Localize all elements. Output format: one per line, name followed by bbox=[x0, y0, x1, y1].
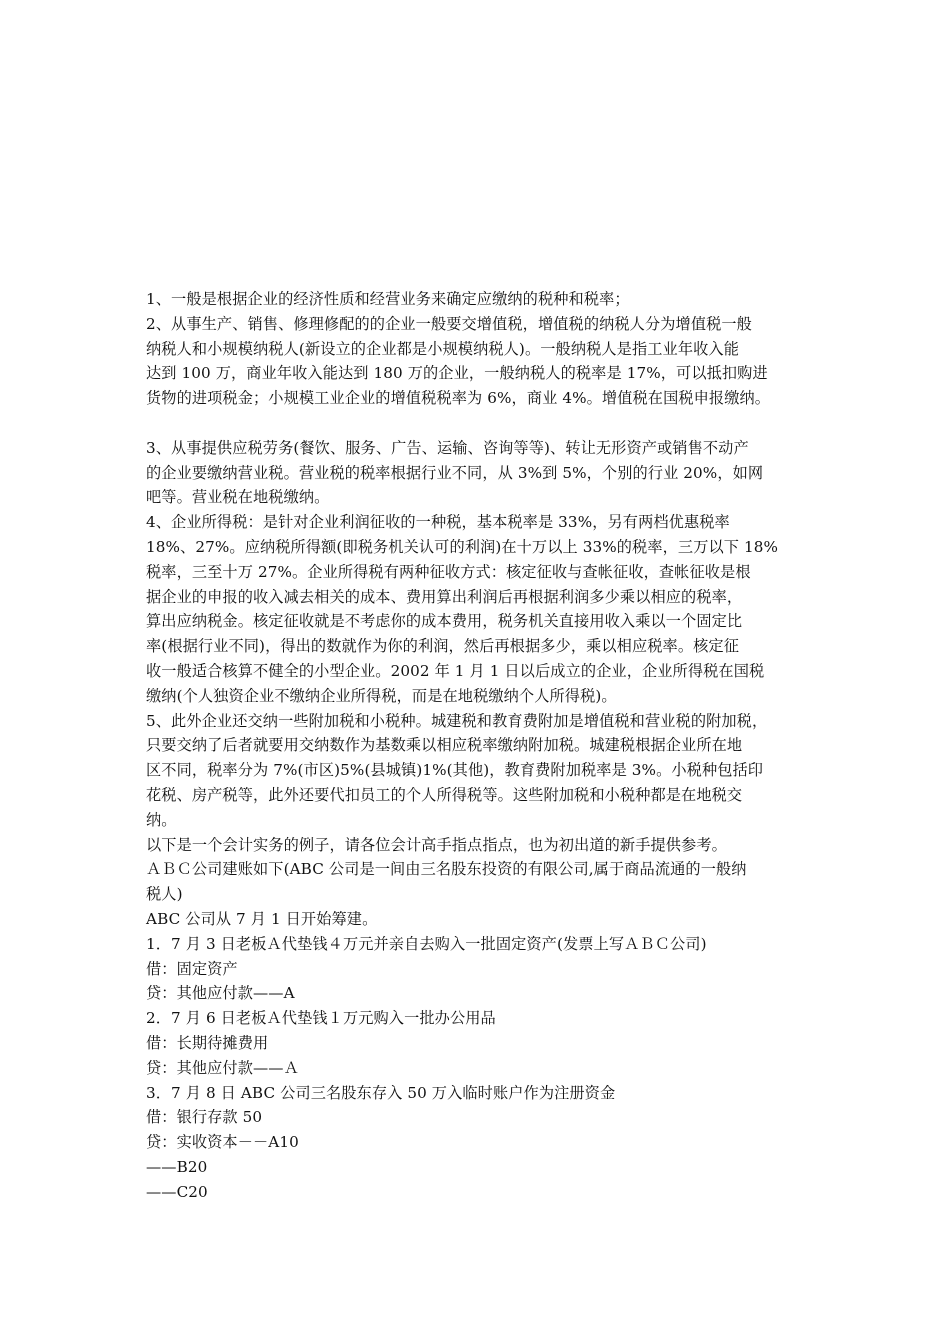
text-line: 借：长期待摊费用 bbox=[146, 1033, 269, 1052]
text-line: 吧等。营业税在地税缴纳。 bbox=[146, 488, 330, 507]
text-line: 借：银行存款 50 bbox=[146, 1108, 263, 1127]
text-line: 贷：其他应付款——Ａ bbox=[146, 1058, 299, 1077]
text-line: 税人) bbox=[146, 885, 183, 904]
blank-line bbox=[146, 411, 826, 436]
text-line: ——C20 bbox=[146, 1182, 208, 1201]
text-line: 率(根据行业不同)，得出的数就作为你的利润，然后再根据多少，乘以相应税率。核定征 bbox=[146, 637, 739, 656]
text-line: 18%、27%。应纳税所得额(即税务机关认可的利润)在十万以上 33%的税率，三万以下 18% bbox=[146, 537, 779, 556]
text-line: 3、从事提供应税劳务(餐饮、服务、广告、运输、咨询等等)、转让无形资产或销售不动产 bbox=[146, 438, 749, 457]
text-line: ABC 公司从 7 月 1 日开始筹建。 bbox=[146, 909, 378, 928]
text-line: ——B20 bbox=[146, 1157, 208, 1176]
text-line: 货物的进项税金；小规模工业企业的增值税税率为 6%，商业 4%。增值税在国税申报缴纳。 bbox=[146, 389, 771, 408]
text-line: 2、从事生产、销售、修理修配的的企业一般要交增值税，增值税的纳税人分为增值税一般 bbox=[146, 314, 752, 333]
text-line: 借：固定资产 bbox=[146, 959, 238, 978]
text-line: ＡＢＣ公司建账如下(ABC 公司是一间由三名股东投资的有限公司,属于商品流通的一般纳 bbox=[146, 860, 747, 879]
text-line: 纳税人和小规模纳税人(新设立的企业都是小规模纳税人)。一般纳税人是指工业年收入能 bbox=[146, 339, 739, 358]
text-line: 贷：实收资本－－A10 bbox=[146, 1133, 299, 1152]
text-line: 算出应纳税金。核定征收就是不考虑你的成本费用，税务机关直接用收入乘以一个固定比 bbox=[146, 612, 743, 631]
text-line: 达到 100 万，商业年收入能达到 180 万的企业，一般纳税人的税率是 17%，可以抵扣购进 bbox=[146, 364, 768, 383]
text-line: 花税、房产税等，此外还要代扣员工的个人所得税等。这些附加税和小税种都是在地税交 bbox=[146, 785, 743, 804]
text-line: 收一般适合核算不健全的小型企业。2002 年 1 月 1 日以后成立的企业，企业所得税在国税 bbox=[146, 661, 765, 680]
text-line: 只要交纳了后者就要用交纳数作为基数乘以相应税率缴纳附加税。城建税根据企业所在地 bbox=[146, 736, 743, 755]
text-line: 1．7 月 3 日老板Ａ代垫钱４万元并亲自去购入一批固定资产(发票上写ＡＢＣ公司) bbox=[146, 934, 707, 953]
text-line: 4、企业所得税：是针对企业利润征收的一种税，基本税率是 33%，另有两档优惠税率 bbox=[146, 513, 730, 532]
text-line: 税率，三至十万 27%。企业所得税有两种征收方式：核定征收与查帐征收，查帐征收是根 bbox=[146, 562, 751, 581]
text-line: 贷：其他应付款——A bbox=[146, 984, 295, 1003]
text-line: 纳。 bbox=[146, 810, 177, 829]
text-line: 区不同，税率分为 7%(市区)5%(县城镇)1%(其他)，教育费附加税率是 3%。小税种包括印 bbox=[146, 761, 764, 780]
text-line: 据企业的申报的收入减去相关的成本、费用算出利润后再根据利润多少乘以相应的税率， bbox=[146, 587, 743, 606]
text-line: 1、一般是根据企业的经济性质和经营业务来确定应缴纳的税种和税率； bbox=[146, 290, 630, 308]
text-line: 以下是一个会计实务的例子，请各位会计高手指点指点，也为初出道的新手提供参考。 bbox=[146, 835, 727, 854]
text-line: 2．7 月 6 日老板Ａ代垫钱１万元购入一批办公用品 bbox=[146, 1009, 496, 1028]
text-line: 5、此外企业还交纳一些附加税和小税种。城建税和教育费附加是增值税和营业税的附加税， bbox=[146, 711, 768, 730]
text-line: 缴纳(个人独资企业不缴纳企业所得税，而是在地税缴纳个人所得税)。 bbox=[146, 686, 617, 705]
document-body bbox=[146, 287, 826, 1204]
text-line: 3．7 月 8 日 ABC 公司三名股东存入 50 万入临时账户作为注册资金 bbox=[146, 1083, 616, 1102]
text-line: 的企业要缴纳营业税。营业税的税率根据行业不同，从 3%到 5%，个别的行业 20%，如网 bbox=[146, 463, 764, 482]
